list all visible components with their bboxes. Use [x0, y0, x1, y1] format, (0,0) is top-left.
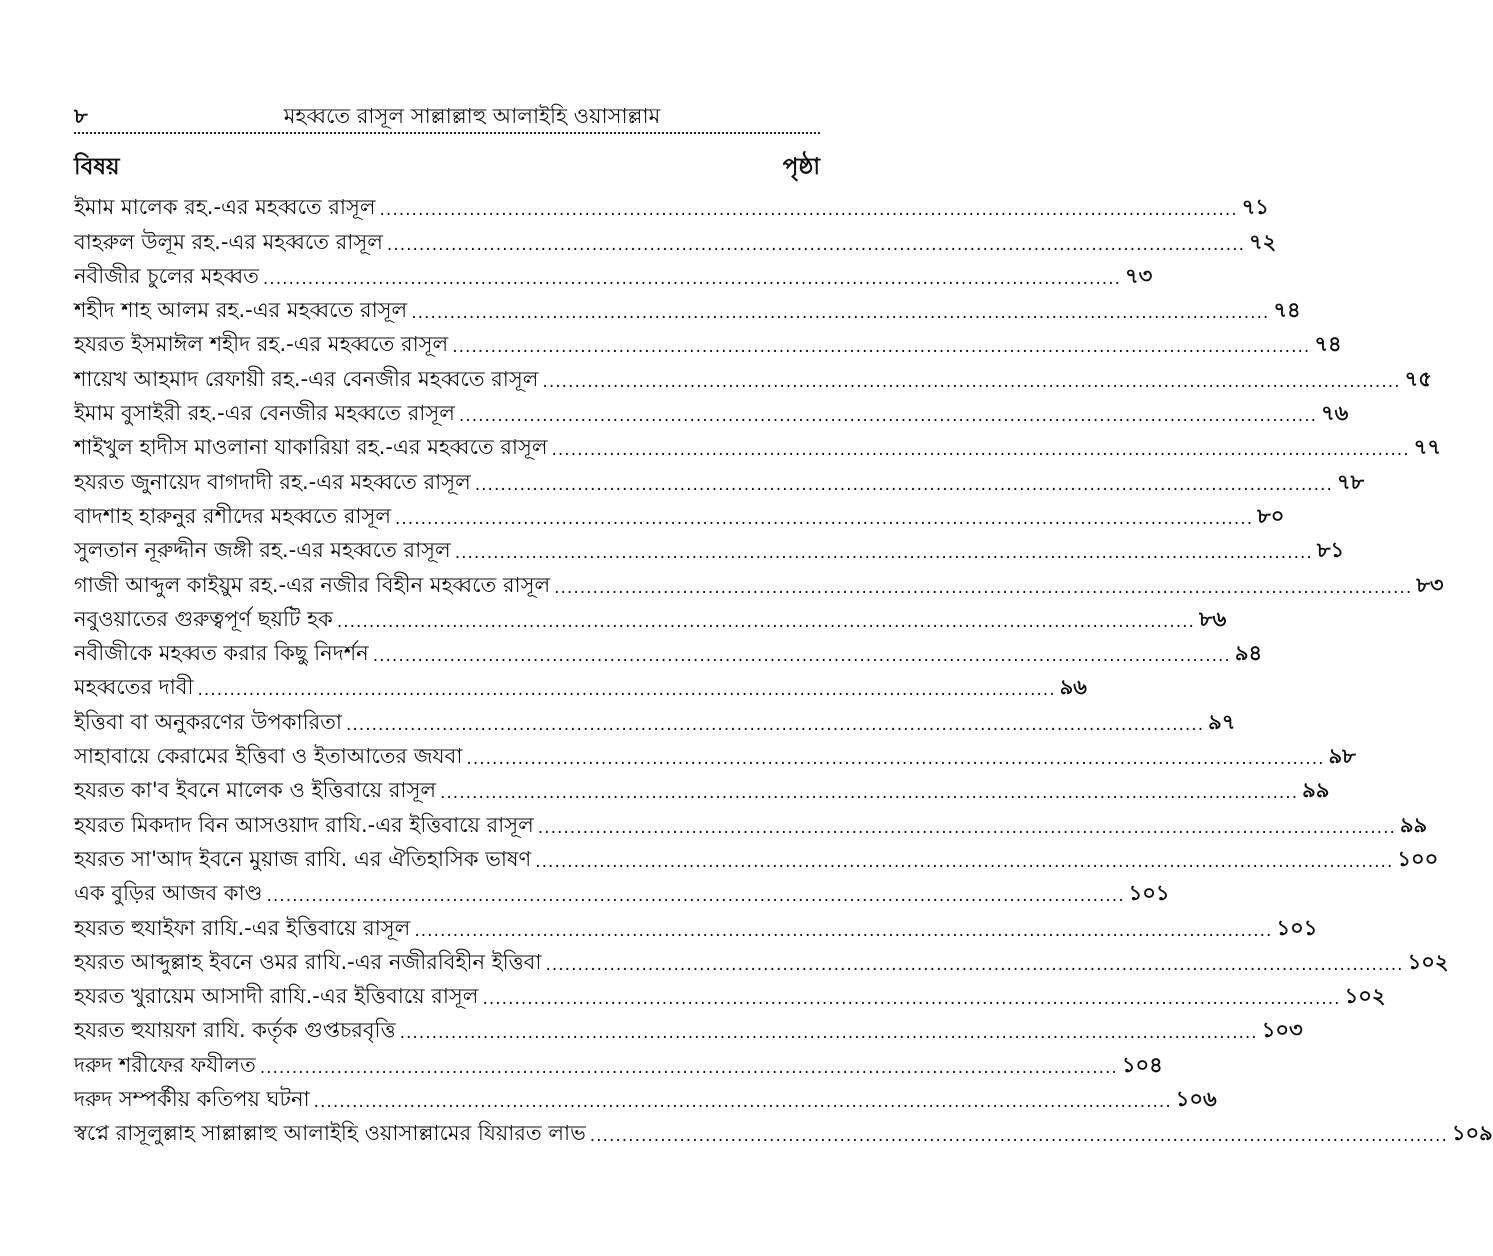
- toc-entry-page: ১০৬: [1175, 1087, 1217, 1112]
- dot-leader: [554, 576, 1412, 600]
- toc-entry-page: ৮১: [1316, 538, 1345, 563]
- toc-entry-page: ৯৬: [1059, 675, 1087, 700]
- dot-leader: [373, 644, 1231, 668]
- toc-entry-page: ৭৪: [1314, 332, 1342, 357]
- book-title: মহব্বতে রাসূল সাল্লাল্লাহু আলাইহি ওয়াসাল্লাম: [283, 104, 661, 128]
- toc-entry-title: সাহাবায়ে কেরামের ইত্তিবা ও ইতাআতের জযবা: [74, 744, 463, 769]
- dot-leader: [482, 987, 1340, 1011]
- toc-entry: [74, 188, 1269, 222]
- dot-leader: [535, 850, 1393, 874]
- toc-entry-page: ৭৪: [1273, 298, 1301, 323]
- toc-entry: [74, 634, 1263, 668]
- toc-entry-title: শহীদ শাহ আলম রহ.-এর মহব্বতে রাসূল: [74, 298, 408, 323]
- toc-entry-page: ৭৮: [1336, 469, 1365, 494]
- table-of-contents: [74, 188, 1493, 1148]
- toc-entry: [74, 668, 1087, 702]
- toc-entry: [74, 565, 1444, 599]
- toc-entry-title: হযরত মিকদাদ বিন আসওয়াদ রাযি.-এর ইত্তিবায়ে রাসূল: [74, 812, 534, 837]
- toc-entry-page: ৮০: [1257, 503, 1285, 528]
- toc-entry-page: ৭৬: [1321, 401, 1349, 426]
- toc-entry-title: বাদশাহ হারুনুর রশীদের মহব্বতে রাসূল: [74, 503, 391, 528]
- dot-leader: [263, 267, 1121, 291]
- toc-entry-title: বাহরুল উলূম রহ.-এর মহব্বতে রাসূল: [74, 229, 383, 254]
- toc-entry-title: নবীজীর চুলের মহব্বত: [74, 263, 259, 288]
- toc-entry-title: হযরত ইসমাঈল শহীদ রহ.-এর মহব্বতে রাসূল: [74, 332, 449, 357]
- toc-entry-page: ৮৩: [1416, 572, 1444, 597]
- toc-entry-title: স্বপ্নে রাসূলুল্লাহ সাল্লাল্লাহু আলাইহি ওয়াসাল্লামের যিয়ারত লাভ: [74, 1121, 586, 1146]
- toc-entry: [74, 702, 1236, 736]
- dot-leader: [414, 919, 1272, 943]
- toc-column-headers: [74, 148, 820, 184]
- dot-leader: [337, 610, 1195, 634]
- toc-entry: [74, 325, 1342, 359]
- toc-entry: [74, 394, 1349, 428]
- page-column-header: পৃষ্ঠা: [782, 154, 820, 180]
- dot-leader: [590, 1124, 1448, 1148]
- dot-leader: [455, 541, 1313, 565]
- dot-leader: [395, 507, 1253, 531]
- dot-leader: [346, 713, 1204, 737]
- toc-entry-title: নবুওয়াতের গুরুত্বপূর্ণ ছয়টি হক: [74, 606, 333, 631]
- toc-entry: [74, 359, 1432, 393]
- dot-leader: [466, 747, 1324, 771]
- dot-leader: [314, 1090, 1172, 1114]
- toc-entry-page: ১০৪: [1121, 1052, 1163, 1077]
- dot-leader: [475, 473, 1333, 497]
- toc-entry-title: হযরত সা'আদ ইবনে মুয়াজ রাযি. এর ঐতিহাসিক ভাষণ: [74, 846, 532, 871]
- toc-entry-title: হযরত কা'ব ইবনে মালেক ও ইত্তিবায়ে রাসূল: [74, 778, 436, 803]
- dot-leader: [545, 953, 1403, 977]
- toc-entry: [74, 531, 1345, 565]
- toc-entry: [74, 1114, 1493, 1148]
- topic-column-header: বিষয়: [74, 154, 120, 180]
- dot-leader: [542, 370, 1400, 394]
- toc-entry: [74, 600, 1227, 634]
- toc-entry-page: ১০৩: [1261, 1018, 1303, 1043]
- dot-leader: [411, 301, 1269, 325]
- toc-entry-page: ৯৯: [1399, 812, 1428, 837]
- dot-leader: [380, 198, 1238, 222]
- toc-entry-page: ৭২: [1249, 229, 1277, 254]
- toc-entry-title: ইমাম বুসাইরী রহ.-এর বেনজীর মহব্বতে রাসূল: [74, 401, 455, 426]
- dot-leader: [552, 438, 1410, 462]
- toc-entry-title: ইত্তিবা বা অনুকরণের উপকারিতা: [74, 709, 342, 734]
- toc-entry-page: ১০২: [1344, 984, 1386, 1009]
- toc-entry-title: শায়েখ আহমাদ রেফায়ী রহ.-এর বেনজীর মহব্বতে রাসূল: [74, 366, 539, 391]
- toc-entry: [74, 222, 1277, 256]
- toc-entry: [74, 805, 1428, 839]
- toc-entry: [74, 291, 1301, 325]
- toc-entry-page: ১০১: [1276, 915, 1318, 940]
- dot-leader: [260, 1056, 1118, 1080]
- toc-entry-page: ৭১: [1241, 195, 1269, 220]
- toc-entry: [74, 908, 1318, 942]
- toc-entry: [74, 874, 1170, 908]
- toc-entry-title: দরুদ শরীফের ফযীলত: [74, 1052, 256, 1077]
- toc-entry-page: ১০২: [1407, 949, 1449, 974]
- toc-entry-title: সুলতান নূরুদ্দীন জঙ্গী রহ.-এর মহব্বতে রাসূল: [74, 538, 451, 563]
- toc-entry: [74, 771, 1330, 805]
- toc-entry: [74, 257, 1153, 291]
- toc-entry-title: ইমাম মালেক রহ.-এর মহব্বতে রাসূল: [74, 195, 376, 220]
- toc-entry-title: হযরত জুনায়েদ বাগদাদী রহ.-এর মহব্বতে রাসূল: [74, 469, 471, 494]
- toc-entry-page: ৯৮: [1328, 744, 1356, 769]
- toc-entry-title: নবীজীকে মহব্বত করার কিছু নিদর্শন: [74, 641, 369, 666]
- dot-leader: [400, 1021, 1258, 1045]
- toc-entry: [74, 943, 1449, 977]
- toc-entry-page: ৯৭: [1208, 709, 1236, 734]
- dot-leader: [267, 884, 1125, 908]
- running-header: [74, 96, 820, 134]
- toc-entry-title: দরুদ সম্পর্কীয় কতিপয় ঘটনা: [74, 1087, 310, 1112]
- toc-entry-title: এক বুড়ির আজব কাণ্ড: [74, 881, 263, 906]
- toc-entry-page: ৯৯: [1302, 778, 1330, 803]
- dot-leader: [459, 404, 1317, 428]
- toc-entry: [74, 977, 1386, 1011]
- toc-entry-page: ৮৬: [1198, 606, 1227, 631]
- toc-entry: [74, 428, 1441, 462]
- toc-entry-title: গাজী আব্দুল কাইয়ুম রহ.-এর নজীর বিহীন মহব্বতে রাসূল: [74, 572, 551, 597]
- toc-entry-title: হযরত হুযাইফা রাযি.-এর ইত্তিবায়ে রাসূল: [74, 915, 411, 940]
- dot-leader: [440, 781, 1298, 805]
- toc-entry-title: হযরত খুরায়েম আসাদী রাযি.-এর ইত্তিবায়ে রাসূল: [74, 984, 479, 1009]
- toc-entry-title: হযরত আব্দুল্লাহ ইবনে ওমর রাযি.-এর নজীরবিহীন ইত্তিবা: [74, 949, 542, 974]
- toc-entry: [74, 462, 1365, 496]
- dot-leader: [198, 678, 1056, 702]
- toc-entry-page: ৯৪: [1234, 641, 1263, 666]
- toc-entry: [74, 1011, 1303, 1045]
- toc-entry-page: ১০০: [1397, 846, 1439, 871]
- toc-entry-page: ৭৫: [1404, 366, 1432, 391]
- toc-entry-page: ১০৯: [1451, 1121, 1493, 1146]
- dot-leader: [452, 335, 1310, 359]
- toc-entry: [74, 737, 1356, 771]
- toc-entry: [74, 1045, 1163, 1079]
- toc-entry: [74, 497, 1285, 531]
- toc-entry-page: ৭৩: [1125, 263, 1153, 288]
- toc-entry-page: ৭৭: [1413, 435, 1441, 460]
- dot-leader: [387, 233, 1245, 257]
- toc-entry: [74, 840, 1439, 874]
- toc-entry-title: হযরত হুযায়ফা রাযি. কর্তৃক গুপ্তচরবৃত্তি: [74, 1018, 396, 1043]
- dot-leader: [538, 816, 1396, 840]
- toc-entry-title: শাইখুল হাদীস মাওলানা যাকারিয়া রহ.-এর মহব্বতে রাসূল: [74, 435, 548, 460]
- toc-entry-page: ১০১: [1128, 881, 1170, 906]
- toc-entry-title: মহব্বতের দাবী: [74, 675, 194, 700]
- page-number: ৮: [74, 104, 88, 128]
- toc-entry: [74, 1080, 1217, 1114]
